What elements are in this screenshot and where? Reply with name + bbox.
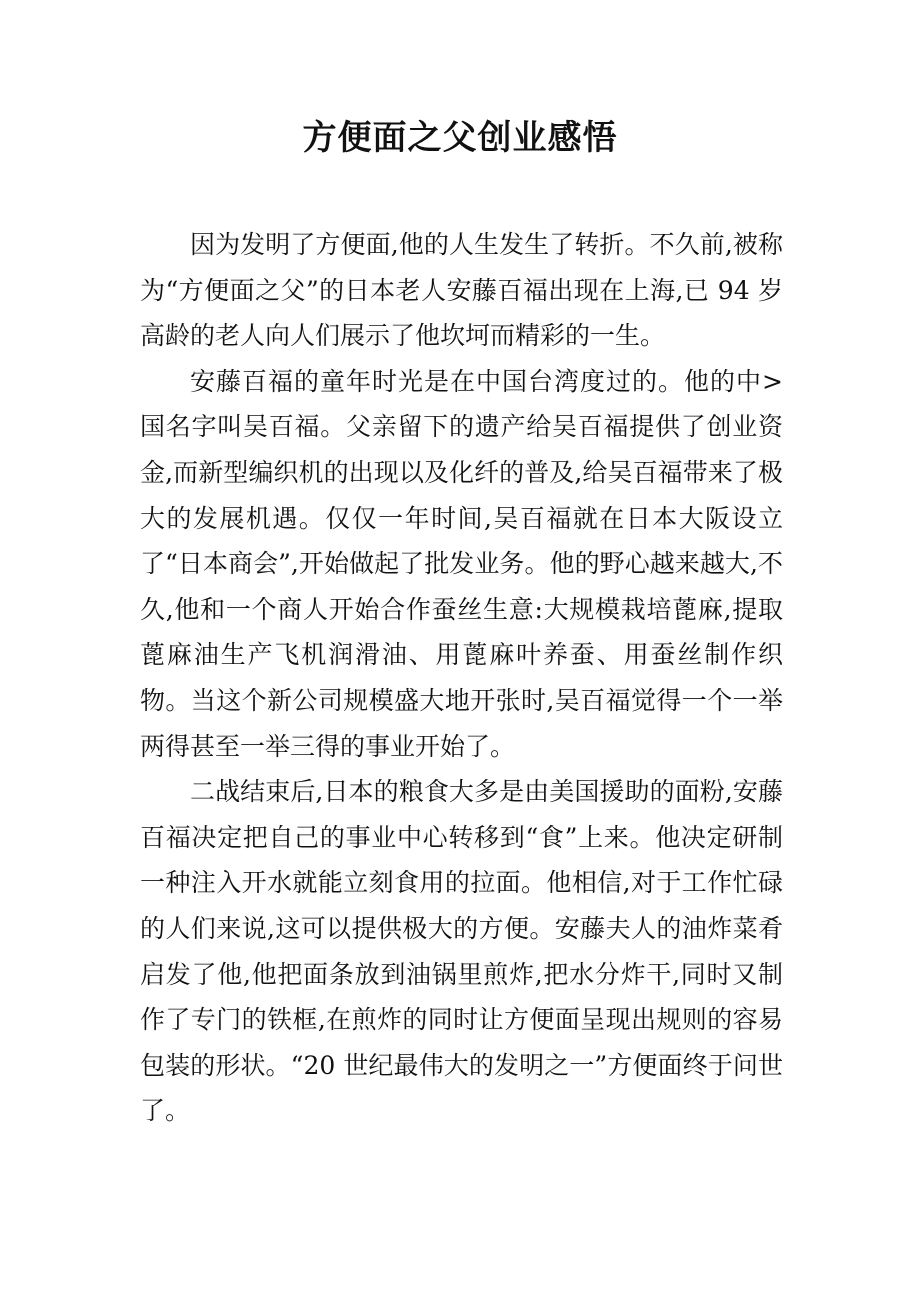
document-body [140,222,783,1134]
paragraph-2: 安藤百福的童年时光是在中国台湾度过的。他的中>国名字叫吴百福。父亲留下的遗产给吴百福提供了创业资金,而新型编织机的出现以及化纤的普及,给吴百福带来了极大的发展机遇。仅仅一年时间,吴百福就在日本大阪设立了“日本商会”,开始做起了批发业务。他的野心越来越大,不久,他和一个商人开始合作蚕丝生意:大规模栽培蓖麻,提取蓖麻油生产飞机润滑油、用蓖麻叶养蚕、用蚕丝制作织物。当这个新公司规模盛大地开张时,吴百福觉得一个一举两得甚至一举三得的事业开始了。 [140,366,783,761]
paragraph-1: 因为发明了方便面,他的人生发生了转折。不久前,被称为“方便面之父”的日本老人安藤百福出现在上海,已 94 岁高龄的老人向人们展示了他坎坷而精彩的一生。 [140,230,783,351]
paragraph-3: 二战结束后,日本的粮食大多是由美国援助的面粉,安藤百福决定把自己的事业中心转移到“食”上来。他决定研制一种注入开水就能立刻食用的拉面。他相信,对于工作忙碌的人们来说,这可以提供极大的方便。安藤夫人的油炸菜肴启发了他,他把面条放到油锅里煎炸,把水分炸干,同时又制作了专门的铁框,在煎炸的同时让方便面呈现出规则的容易包装的形状。“20 世纪最伟大的发明之一”方便面终于问世了。 [140,777,783,1126]
document-title: 方便面之父创业感悟 [302,118,618,158]
